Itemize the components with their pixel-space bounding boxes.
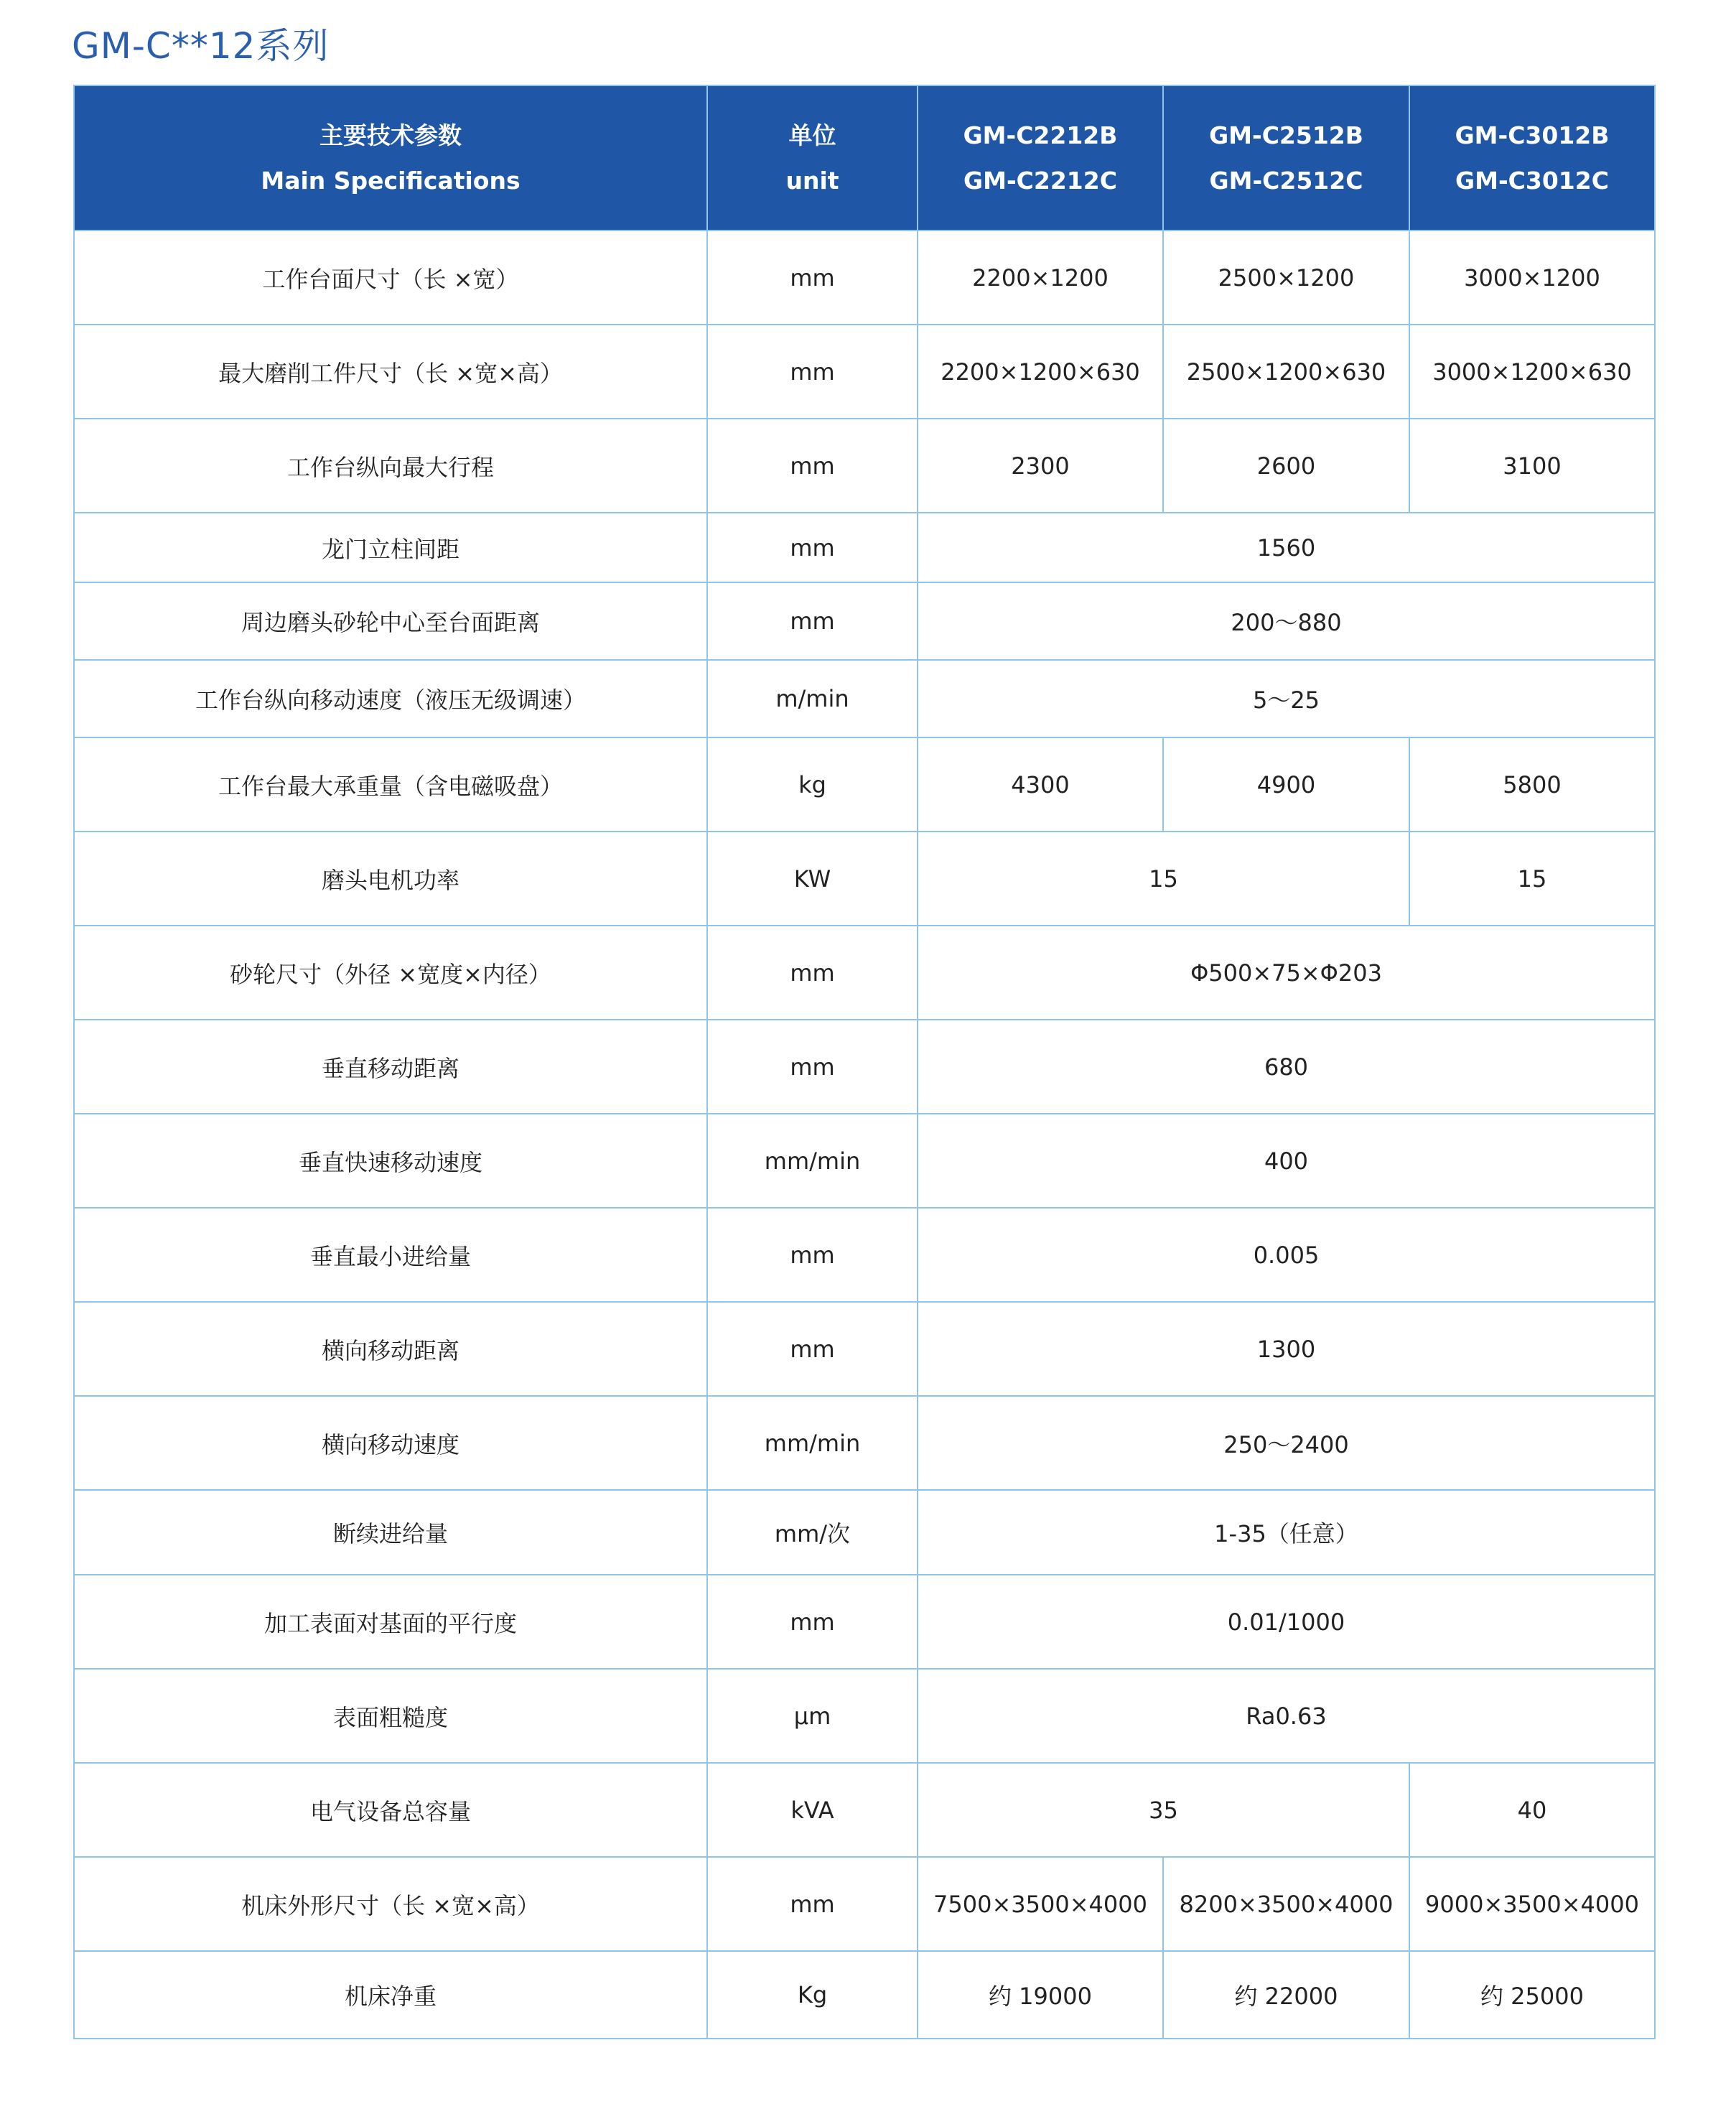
header-param-en: Main Specifications (261, 167, 521, 195)
table-row (74, 325, 1655, 419)
row-value: 3000×1200 (1409, 231, 1655, 325)
row-unit: mm (707, 926, 918, 1020)
row-name: 表面粗糙度 (74, 1669, 707, 1763)
row-value: 2500×1200×630 (1163, 325, 1409, 419)
row-unit: mm (707, 513, 918, 582)
header-model-3 (1409, 85, 1655, 231)
model-c: GM-C2512C (1209, 167, 1363, 195)
table-row (74, 660, 1655, 737)
table-row (74, 832, 1655, 926)
row-name: 龙门立柱间距 (74, 513, 707, 582)
row-value: 5800 (1409, 737, 1655, 832)
row-unit: mm (707, 1208, 918, 1302)
row-unit: mm/次 (707, 1490, 918, 1575)
row-name: 机床外形尺寸（长 ×宽×高） (74, 1857, 707, 1951)
row-unit: mm/min (707, 1396, 918, 1490)
table-row (74, 926, 1655, 1020)
row-name: 垂直最小进给量 (74, 1208, 707, 1302)
table-row (74, 1575, 1655, 1669)
row-value: 200～880 (918, 582, 1655, 660)
table-row (74, 513, 1655, 582)
row-value: 5～25 (918, 660, 1655, 737)
row-value: 4300 (918, 737, 1163, 832)
row-unit: mm (707, 419, 918, 513)
row-value: 2200×1200×630 (918, 325, 1163, 419)
row-unit: μm (707, 1669, 918, 1763)
table-row (74, 737, 1655, 832)
row-value: 约 25000 (1409, 1951, 1655, 2039)
table-header-row (74, 85, 1655, 231)
row-value: 15 (918, 832, 1409, 926)
row-unit: mm (707, 325, 918, 419)
table-row (74, 1114, 1655, 1208)
row-unit: mm (707, 1575, 918, 1669)
row-unit: mm (707, 1857, 918, 1951)
table-row (74, 582, 1655, 660)
row-unit: m/min (707, 660, 918, 737)
row-name: 周边磨头砂轮中心至台面距离 (74, 582, 707, 660)
header-unit (707, 85, 918, 231)
row-value: 680 (918, 1020, 1655, 1114)
row-value: 2300 (918, 419, 1163, 513)
table-row (74, 1490, 1655, 1575)
row-unit: kVA (707, 1763, 918, 1857)
row-value: 2500×1200 (1163, 231, 1409, 325)
model-b: GM-C2212B (963, 121, 1118, 149)
row-value: 250～2400 (918, 1396, 1655, 1490)
header-model-2 (1163, 85, 1409, 231)
row-value: 0.01/1000 (918, 1575, 1655, 1669)
header-unit-cn: 单位 (788, 121, 836, 149)
row-unit: mm/min (707, 1114, 918, 1208)
row-name: 断续进给量 (74, 1490, 707, 1575)
row-value: 0.005 (918, 1208, 1655, 1302)
table-row (74, 1020, 1655, 1114)
table-row (74, 1396, 1655, 1490)
row-value: 3000×1200×630 (1409, 325, 1655, 419)
row-name: 垂直移动距离 (74, 1020, 707, 1114)
table-row (74, 1669, 1655, 1763)
row-value: 40 (1409, 1763, 1655, 1857)
row-name: 加工表面对基面的平行度 (74, 1575, 707, 1669)
row-unit: mm (707, 231, 918, 325)
row-value: 1560 (918, 513, 1655, 582)
row-value: 35 (918, 1763, 1409, 1857)
row-value: 4900 (1163, 737, 1409, 832)
table-row (74, 1763, 1655, 1857)
row-name: 砂轮尺寸（外径 ×宽度×内径） (74, 926, 707, 1020)
row-name: 工作台最大承重量（含电磁吸盘） (74, 737, 707, 832)
table-row (74, 231, 1655, 325)
table-row (74, 1302, 1655, 1396)
row-value: Φ500×75×Φ203 (918, 926, 1655, 1020)
spec-table (73, 85, 1656, 2039)
row-unit: kg (707, 737, 918, 832)
row-name: 机床净重 (74, 1951, 707, 2039)
row-unit: mm (707, 582, 918, 660)
row-value: Ra0.63 (918, 1669, 1655, 1763)
model-b: GM-C2512B (1209, 121, 1363, 149)
model-b: GM-C3012B (1455, 121, 1610, 149)
row-value: 约 19000 (918, 1951, 1163, 2039)
row-value: 7500×3500×4000 (918, 1857, 1163, 1951)
row-unit: KW (707, 832, 918, 926)
row-unit: Kg (707, 1951, 918, 2039)
row-value: 15 (1409, 832, 1655, 926)
row-value: 8200×3500×4000 (1163, 1857, 1409, 1951)
row-unit: mm (707, 1020, 918, 1114)
table-row (74, 1857, 1655, 1951)
row-unit: mm (707, 1302, 918, 1396)
row-value: 2600 (1163, 419, 1409, 513)
row-name: 电气设备总容量 (74, 1763, 707, 1857)
row-value: 约 22000 (1163, 1951, 1409, 2039)
row-value: 3100 (1409, 419, 1655, 513)
header-unit-en: unit (785, 167, 839, 195)
table-row (74, 1208, 1655, 1302)
model-c: GM-C3012C (1455, 167, 1609, 195)
row-value: 1300 (918, 1302, 1655, 1396)
row-name: 工作台纵向最大行程 (74, 419, 707, 513)
table-row (74, 419, 1655, 513)
model-c: GM-C2212C (963, 167, 1117, 195)
row-value: 400 (918, 1114, 1655, 1208)
row-name: 磨头电机功率 (74, 832, 707, 926)
row-value: 9000×3500×4000 (1409, 1857, 1655, 1951)
row-name: 垂直快速移动速度 (74, 1114, 707, 1208)
header-param (74, 85, 707, 231)
page-title: GM-C**12系列 (72, 25, 330, 67)
row-name: 横向移动距离 (74, 1302, 707, 1396)
table-row (74, 1951, 1655, 2039)
header-model-1 (918, 85, 1163, 231)
row-value: 1-35（任意） (918, 1490, 1655, 1575)
row-name: 工作台纵向移动速度（液压无级调速） (74, 660, 707, 737)
row-name: 工作台面尺寸（长 ×宽） (74, 231, 707, 325)
row-name: 横向移动速度 (74, 1396, 707, 1490)
header-param-cn: 主要技术参数 (319, 121, 462, 149)
row-name: 最大磨削工件尺寸（长 ×宽×高） (74, 325, 707, 419)
row-value: 2200×1200 (918, 231, 1163, 325)
